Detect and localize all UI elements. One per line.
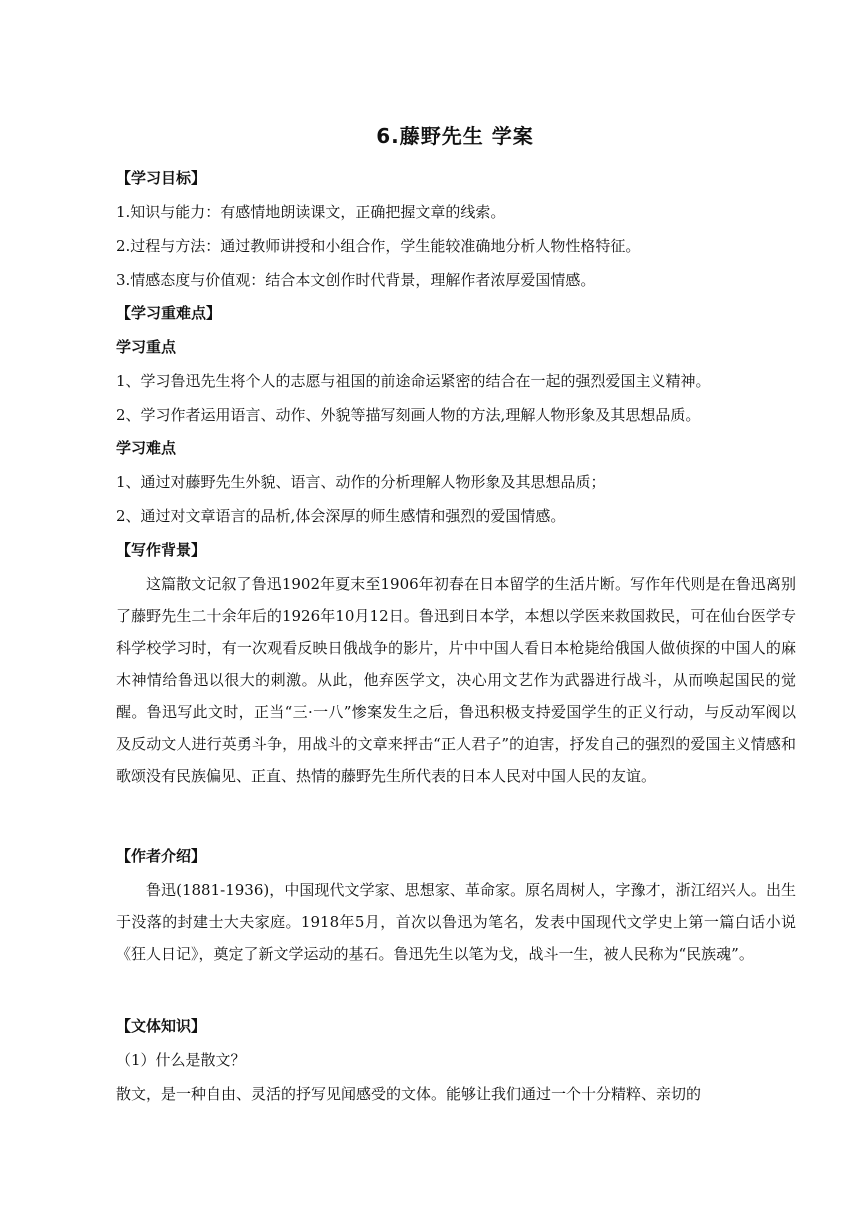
background-heading: 【写作背景】 <box>116 541 207 559</box>
author-paragraph: 鲁迅(1881-1936)，中国现代文学家、思想家、革命家。原名周树人，字豫才，浙江绍兴人。出生于没落的封建士大夫家庭。1918年5月，首次以鲁迅为笔名，发表中国现代文学史上第一篇白话小说《狂人日记》，奠定了新文学运动的基石。鲁迅先生以笔为戈，战斗一生，被人民称为“民族魂”。 <box>116 881 796 963</box>
difficulty-item: 2、通过对文章语言的品析,体会深厚的师生感情和强烈的爱国情感。 <box>116 507 566 525</box>
difficulty-item: 1、通过对藤野先生外貌、语言、动作的分析理解人物形象及其思想品质； <box>116 473 606 491</box>
background-paragraph: 这篇散文记叙了鲁迅1902年夏末至1906年初春在日本留学的生活片断。写作年代则是在鲁迅离别了藤野先生二十余年后的1926年10月12日。鲁迅到日本学，本想以学医来救国救民，可在仙台医学专科学校学习时，有一次观看反映日俄战争的影片，片中中国人看日本枪毙给俄国人做侦探的中国人的麻木神情给鲁迅以很大的刺激。从此，他弃医学文，决心用文艺作为武器进行战斗，从而唤起国民的觉醒。鲁迅写此文时，正当“三·一八”惨案发生之后，鲁迅积极支持爱国学生的正义行动，与反动军阀以及反动文人进行英勇斗争，用战斗的文章来抨击“正人君子”的迫害，抒发自己的强烈的爱国主义情感和歌颂没有民族偏见、正直、热情的藤野先生所代表的日本人民对中国人民的友谊。 <box>116 575 796 785</box>
focus-item: 1、学习鲁迅先生将个人的志愿与祖国的前途命运紧密的结合在一起的强烈爱国主义精神。 <box>116 372 711 390</box>
objective-item: 3.情感态度与价值观：结合本文创作时代背景，理解作者浓厚爱国情感。 <box>116 271 596 289</box>
focus-label: 学习重点 <box>116 338 177 356</box>
genre-heading: 【文体知识】 <box>116 1017 207 1035</box>
objectives-heading: 【学习目标】 <box>116 169 207 187</box>
genre-text: 散文，是一种自由、灵活的抒写见闻感受的文体。能够让我们通过一个十分精粹、亲切的 <box>116 1085 702 1103</box>
key-points-heading: 【学习重难点】 <box>116 304 222 322</box>
focus-item: 2、学习作者运用语言、动作、外貌等描写刻画人物的方法,理解人物形象及其思想品质。 <box>116 406 701 424</box>
document-title: 6.藤野先生 学案 <box>376 124 534 148</box>
objective-item: 1.知识与能力：有感情地朗读课文，正确把握文章的线索。 <box>116 203 506 221</box>
difficulty-label: 学习难点 <box>116 439 177 457</box>
author-heading: 【作者介绍】 <box>116 847 207 865</box>
objective-item: 2.过程与方法：通过教师讲授和小组合作，学生能较准确地分析人物性格特征。 <box>116 237 641 255</box>
genre-paragraph <box>116 1084 701 1104</box>
genre-question: （1）什么是散文？ <box>116 1051 246 1069</box>
